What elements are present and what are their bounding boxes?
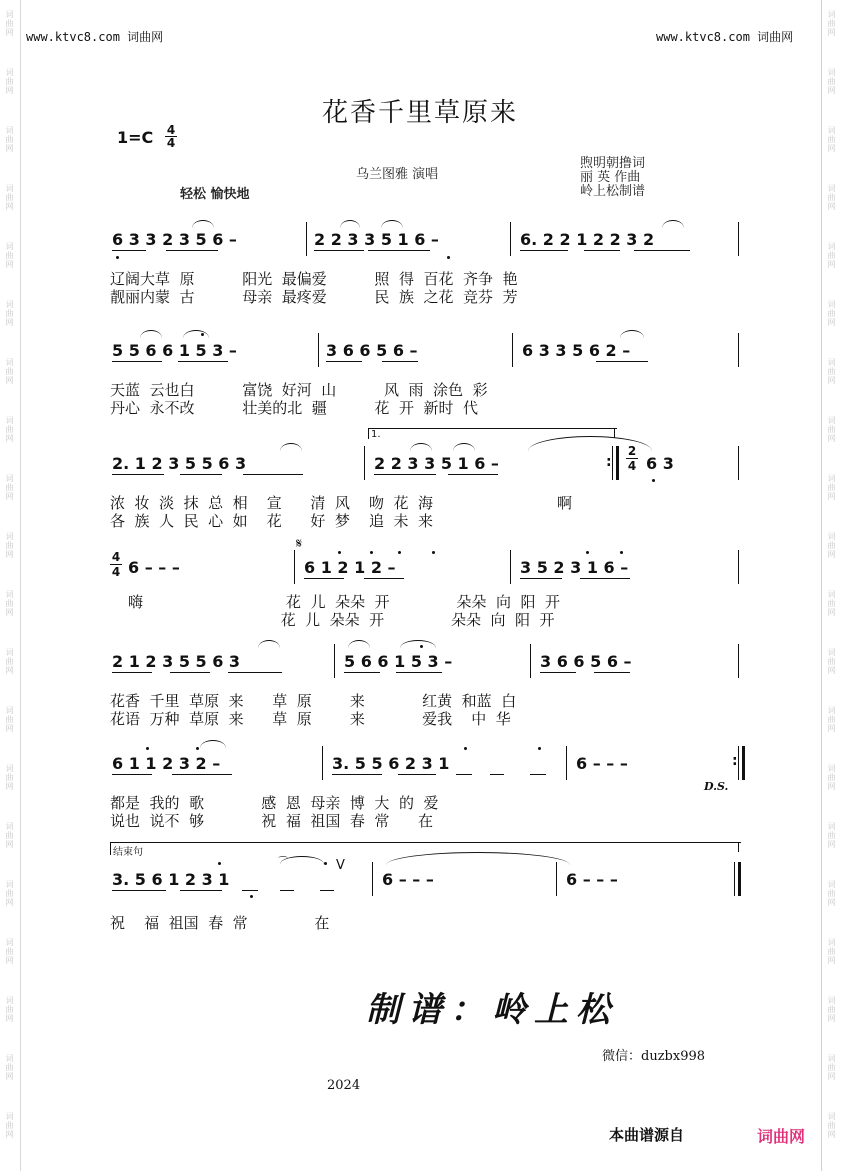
wechat-contact: 微信：duzbx998 [602,1049,706,1064]
side-watermark-text: 词曲网 [827,1054,836,1081]
side-watermark-text: 词曲网 [827,358,836,385]
credit-arranger: 岭上松制谱 [580,184,646,199]
side-watermark-text: 词曲网 [827,996,836,1023]
measure-notes: 6 3 3 5 6 2 – [522,341,631,360]
lyric-line-1: 浓 妆 淡 抹 总 相 宣 清 风 吻 花 海 啊 [110,494,573,512]
measure-notes: 6 – – – [576,754,628,773]
measure-notes: 6 3 [646,454,674,473]
measure-notes: 6 1 1 2 3 2 – [112,754,221,773]
breath-mark: V [336,858,345,873]
side-watermark-text: 词曲网 [5,880,14,907]
lyric-line-2: 说也 说不 够 祝 福 祖国 春 常 在 [110,812,434,830]
measure-notes: 6 1 2 1 2 – [304,558,396,577]
side-watermark-text: 词曲网 [827,126,836,153]
lyric-line-2: 丹心 永不改 壮美的北 疆 花 开 新时 代 [110,399,479,417]
side-watermark-text: 词曲网 [5,358,14,385]
measure-notes: 2 1 2 3 5 5 6 3 [112,652,241,671]
side-watermark-text: 词曲网 [827,68,836,95]
side-watermark-text: 词曲网 [827,242,836,269]
lyric-line-2: 靓丽内蒙 古 母亲 最疼爱 民 族 之花 竞芬 芳 [110,288,518,306]
arranger-signature: 制谱：岭上松 [366,990,618,1030]
meter-change: 4 4 [111,550,121,579]
key-signature: 1=C [117,128,154,147]
ds-marking: D.S. [704,780,729,793]
side-watermark-text: 词曲网 [5,184,14,211]
side-watermark-text: 词曲网 [5,590,14,617]
side-watermark-text: 词曲网 [5,300,14,327]
side-watermark-text: 词曲网 [5,706,14,733]
year: 2024 [327,1078,361,1093]
lyric-line-2: 花 儿 朵朵 开 朵朵 向 阳 开 [128,611,555,629]
fermata: ⌒ [278,857,288,868]
measure-notes: 5 6 6 1 5 3 – [344,652,453,671]
credit-lyricist: 煦明朝撸词 [580,156,646,171]
side-watermark-text: 词曲网 [827,474,836,501]
lyric-line-2: 花语 万种 草原 来 草 原 来 爱我 中 华 [110,710,511,728]
lyric-line-1: 祝 福 祖国 春 常 在 [110,914,330,932]
side-watermark-text: 词曲网 [5,474,14,501]
lyric-line-1: 都是 我的 歌 感 恩 母亲 博 大 的 爱 [110,794,439,812]
measure-notes: 3 6 6 5 6 – [540,652,632,671]
credit-composer: 丽 英 作曲 [580,170,641,185]
side-watermark-text: 词曲网 [5,242,14,269]
side-watermark-text: 词曲网 [5,1054,14,1081]
side-watermark-text: 词曲网 [827,300,836,327]
lyric-line-1: 嗨 花 儿 朵朵 开 朵朵 向 阳 开 [128,593,561,611]
time-denominator: 4 [166,136,176,150]
measure-notes: 2 2 3 3 5 1 6 – [314,230,439,249]
meter-change: 2 4 [627,444,637,473]
measure-notes: 3 6 6 5 6 – [326,341,418,360]
side-watermark-text: 词曲网 [5,764,14,791]
brand-link[interactable]: 词曲网 [757,1127,806,1146]
segno-sign: 𝄋 [296,536,303,552]
site-url-right[interactable]: www.ktvc8.com 词曲网 [656,30,794,44]
measure-notes: 6 3 3 2 3 5 6 – [112,230,237,249]
side-watermark-text: 词曲网 [827,880,836,907]
lyric-line-1: 花香 千里 草原 来 草 原 来 红黄 和蓝 白 [110,692,517,710]
time-numerator: 4 [166,123,176,137]
measure-notes: 3 5 2 3 1 6 – [520,558,629,577]
time-signature [165,124,177,149]
measure-notes: 2 2 3 3 5 1 6 – [374,454,499,473]
lyric-line-1: 天蓝 云也白 富饶 好河 山 风 雨 涂色 彩 [110,381,488,399]
lyric-line-2: 各 族 人 民 心 如 花 好 梦 追 未 来 [110,512,434,530]
tempo-marking: 轻松 愉快地 [180,187,250,202]
side-watermark-text: 词曲网 [827,822,836,849]
side-watermark-text: 词曲网 [827,764,836,791]
side-watermark-text: 词曲网 [5,10,14,37]
side-watermark-text: 词曲网 [827,590,836,617]
side-watermark-text: 词曲网 [5,822,14,849]
side-watermark-text: 词曲网 [5,1112,14,1139]
measure-notes: 2. 1 2 3 5 5 6 3 [112,454,247,473]
measure-notes: 6. 2 2 1 2 2 3 2 [520,230,655,249]
measure-notes: 5 5 6 6 1 5 3 – [112,341,237,360]
side-watermark-text: 词曲网 [5,416,14,443]
side-watermark-text: 词曲网 [827,10,836,37]
performer: 乌兰图雅 演唱 [356,167,439,182]
volta-bracket: 1. [368,428,617,439]
side-watermark-text: 词曲网 [5,532,14,559]
measure-notes: 6 – – – [566,870,618,889]
side-watermark-text: 词曲网 [827,416,836,443]
side-watermark-text: 词曲网 [5,126,14,153]
side-watermark-text: 词曲网 [5,68,14,95]
side-watermark-text: 词曲网 [5,996,14,1023]
side-watermark-text: 词曲网 [827,532,836,559]
song-title: 花香千里草原来 [322,98,519,128]
site-url-left[interactable]: www.ktvc8.com 词曲网 [26,30,164,44]
side-watermark-text: 词曲网 [5,938,14,965]
credits-block [580,157,645,199]
side-watermark-text: 词曲网 [827,648,836,675]
side-watermark-text: 词曲网 [827,1112,836,1139]
measure-notes: 6 – – – [382,870,434,889]
side-watermark-text: 词曲网 [827,706,836,733]
side-watermark-text: 词曲网 [827,184,836,211]
source-label: 本曲谱源自 [609,1126,685,1144]
measure-notes: 6 – – – [128,558,180,577]
side-watermark-text: 词曲网 [5,648,14,675]
lyric-line-1: 辽阔大草 原 阳光 最偏爱 照 得 百花 齐争 艳 [110,270,518,288]
ending-label: 结束句 [110,842,741,855]
side-watermark-text: 词曲网 [827,938,836,965]
measure-notes: 3. 5 6 1 2 3 1 [112,870,230,889]
measure-notes: 3. 5 5 6 2 3 1 [332,754,450,773]
